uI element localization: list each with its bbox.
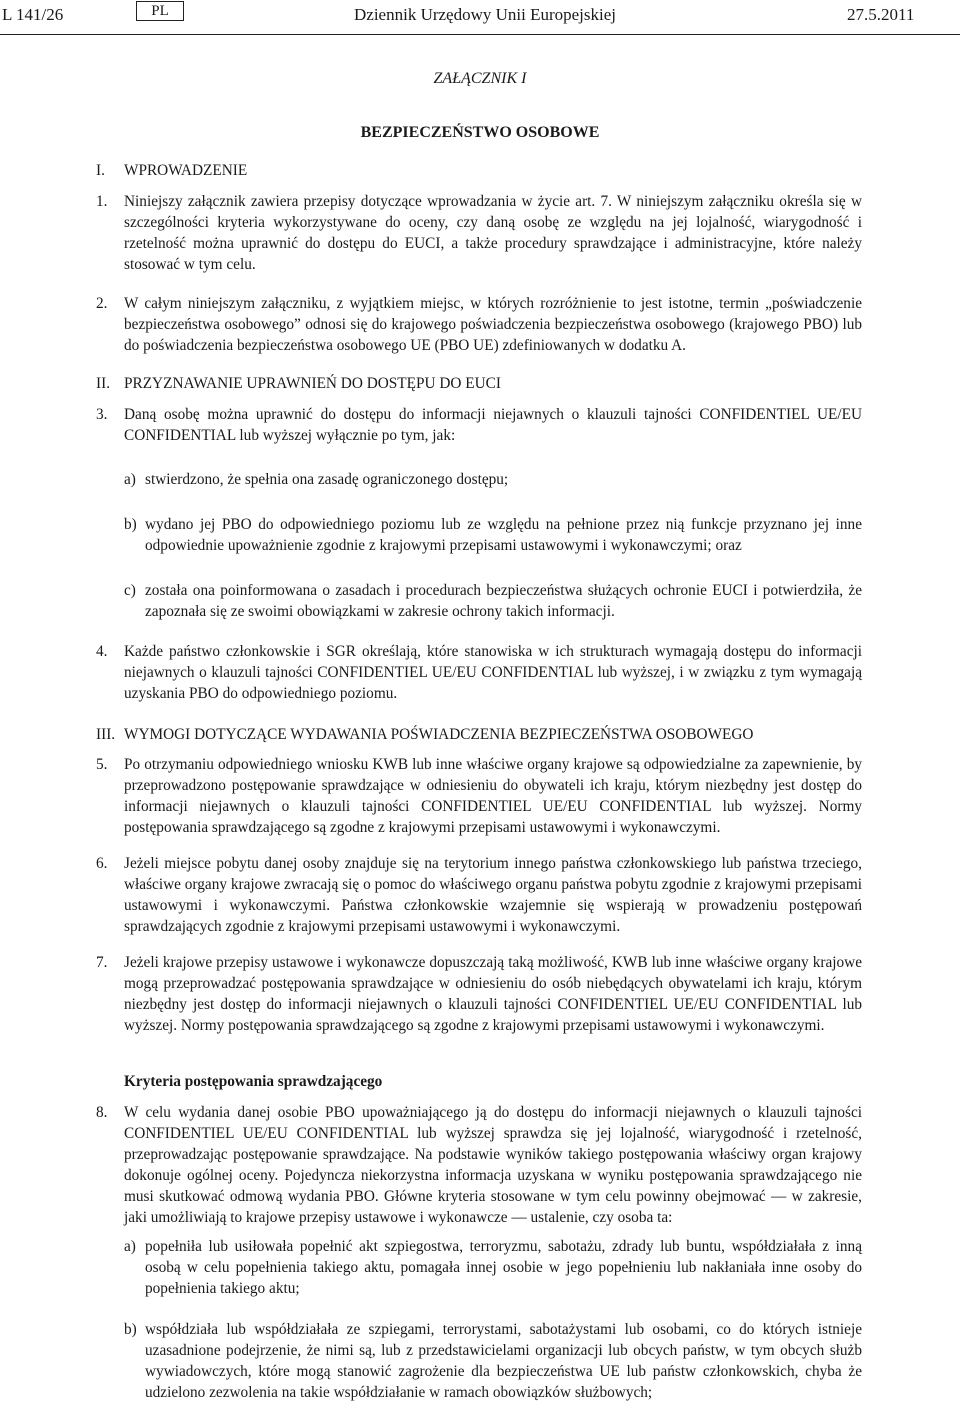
paragraph-number-2: 2. (96, 295, 108, 312)
section-heading-2: PRZYZNAWANIE UPRAWNIEŃ DO DOSTĘPU DO EUCI (124, 375, 501, 392)
item-label-8b: b) (124, 1321, 137, 1338)
item-label-3c: c) (124, 582, 136, 599)
item-3a: stwierdzono, że spełnia ona zasadę ograniczonego dostępu; (145, 471, 509, 488)
item-label-8a: a) (124, 1238, 136, 1255)
paragraph-7: Jeżeli krajowe przepisy ustawowe i wykonawcze dopuszczają taką możliwość, KWB lub inne właściwe organy krajowe mogą przeprowadzać postępowania sprawdzające w odniesieniu do osób niebędących obywatelami ich kraju, którym niezbędny jest dostęp do informacji niejawnych o klauzuli tajności CONFIDENTIEL UE/EU CONFIDENTIAL lub wyższej. Normy postępowania sprawdzającego są zgodne z krajowymi przepisami ustawowymi i wykonawczymi. (124, 954, 862, 1034)
paragraph-number-7: 7. (96, 954, 108, 971)
journal-title: Dziennik Urzędowy Unii Europejskiej (354, 5, 617, 24)
paragraph-4: Każde państwo członkowskie i SGR określają, które stanowiska w ich strukturach wymagają dostępu do informacji niejawnych o klauzuli tajności CONFIDENTIEL UE/EU CONFIDENTIAL lub wyższej, i w związku z tym wymagają uzyskania PBO do odpowiedniego poziomu. (124, 643, 862, 702)
item-8b: współdziała lub współdziałała ze szpiegami, terrorystami, sabotażystami lub osobami, co do których istnieje uzasadnione podejrzenie, że nimi są, lub z przedstawicielami organizacji lub obcych państw, w tym obcych służb wywiadowczych, które mogą stanowić zagrożenie dla bezpieczeństwa UE lub państw członkowskich, chyba że udzielono zezwolenia na takie współdziałanie w ramach obowiązków służbowych; (145, 1321, 862, 1401)
paragraph-number-5: 5. (96, 756, 108, 773)
paragraph-number-6: 6. (96, 855, 108, 872)
paragraph-6: Jeżeli miejsce pobytu danej osoby znajduje się na terytorium innego państwa członkowskiego lub państwa trzeciego, właściwe organy krajowe zwracają się o pomoc do właściwego organu państwa pobytu zgodnie z krajowymi przepisami ustawowymi i wykonawczymi. Państwa członkowskie wzajemnie się wspierają w prowadzeniu postępowań sprawdzających zgodnie z krajowymi przepisami ustawowymi i wykonawczymi. (124, 855, 862, 935)
paragraph-number-4: 4. (96, 643, 108, 660)
paragraph-1: Niniejszy załącznik zawiera przepisy dotyczące wprowadzania w życie art. 7. W niniejszym załączniku określa się w szczególności kryteria wykorzystywane do oceny, czy daną osobę ze względu na jej lojalność, wiarygodność i rzetelność można uprawnić do dostępu do EUCI, a także procedury sprawdzające i administracyjne, które należy stosować w tym celu. (124, 193, 862, 273)
item-8a: popełniła lub usiłowała popełnić akt szpiegostwa, terroryzmu, sabotażu, zdrady lub buntu, współdziałała z inną osobą w celu popełnienia takiego aktu, pomagała innej osobie w jego popełnieniu lub nakłaniała inne osoby do popełnienia takiego aktu; (145, 1238, 862, 1297)
header-divider (0, 34, 960, 35)
page-reference: L 141/26 (2, 5, 64, 24)
document-title: BEZPIECZEŃSTWO OSOBOWE (360, 124, 600, 141)
item-3b: wydano jej PBO do odpowiedniego poziomu lub ze względu na pełnione przez nią funkcje przyznano jej inne odpowiednie upoważnienie zgodnie z krajowymi przepisami ustawowymi i wykonawczymi; oraz (145, 516, 862, 554)
publication-date: 27.5.2011 (847, 5, 915, 24)
section-number-2: II. (96, 375, 111, 392)
paragraph-8: W celu wydania danej osobie PBO upoważniającego ją do dostępu do informacji niejawnych o klauzuli tajności CONFIDENTIEL UE/EU CONFIDENTIAL lub wyższej sprawdza się jej lojalność, wiarygodność i rzetelność, przeprowadzając postępowanie sprawdzające. Na podstawie wyników takiego postępowania właściwy organ krajowy dokonuje ogólnej oceny. Pojedyncza niekorzystna informacja uzyskana w wyniku postępowania sprawdzającego nie musi skutkować odmową wydania PBO. Główne kryteria stosowane w tym celu powinny obejmować — w zakresie, jaki umożliwiają to krajowe przepisy ustawowe i wykonawcze — ustalenie, czy osoba ta: (124, 1104, 862, 1226)
item-label-3a: a) (124, 471, 136, 488)
paragraph-number-3: 3. (96, 406, 108, 423)
paragraph-2: W całym niniejszym załączniku, z wyjątkiem miejsc, w których rozróżnienie to jest istotne, termin „poświadczenie bezpieczeństwa osobowego” odnosi się do krajowego poświadczenia bezpieczeństwa osobowego (krajowego PBO) lub do poświadczenia bezpieczeństwa osobowego UE (PBO UE) zdefiniowanych w dodatku A. (124, 295, 862, 354)
section-heading-3: WYMOGI DOTYCZĄCE WYDAWANIA POŚWIADCZENIA BEZPIECZEŃSTWA OSOBOWEGO (124, 726, 754, 743)
section-number-3: III. (96, 726, 116, 743)
language-badge: PL (136, 1, 184, 21)
criteria-subheading: Kryteria postępowania sprawdzającego (124, 1073, 383, 1090)
section-number-1: I. (96, 162, 105, 179)
annex-title: ZAŁĄCZNIK I (433, 70, 527, 87)
section-heading-1: WPROWADZENIE (124, 162, 248, 179)
paragraph-number-8: 8. (96, 1104, 108, 1121)
item-3c: została ona poinformowana o zasadach i procedurach bezpieczeństwa służących ochronie EUCI i potwierdziła, że zapoznała się ze swoimi obowiązkami w zakresie ochrony takich informacji. (145, 582, 862, 620)
paragraph-number-1: 1. (96, 193, 108, 210)
item-label-3b: b) (124, 516, 137, 533)
paragraph-3: Daną osobę można uprawnić do dostępu do informacji niejawnych o klauzuli tajności CONFIDENTIEL UE/EU CONFIDENTIAL lub wyższej wyłącznie po tym, jak: (124, 406, 862, 444)
paragraph-5: Po otrzymaniu odpowiedniego wniosku KWB lub inne właściwe organy krajowe są odpowiedzialne za zapewnienie, by przeprowadzono postępowanie sprawdzające w odniesieniu do obywateli ich kraju, którym niezbędny jest dostęp do informacji niejawnych o klauzuli tajności CONFIDENTIEL UE/EU CONFIDENTIAL lub wyższej. Normy postępowania sprawdzającego są zgodne z krajowymi przepisami ustawowymi i wykonawczymi. (124, 756, 862, 836)
